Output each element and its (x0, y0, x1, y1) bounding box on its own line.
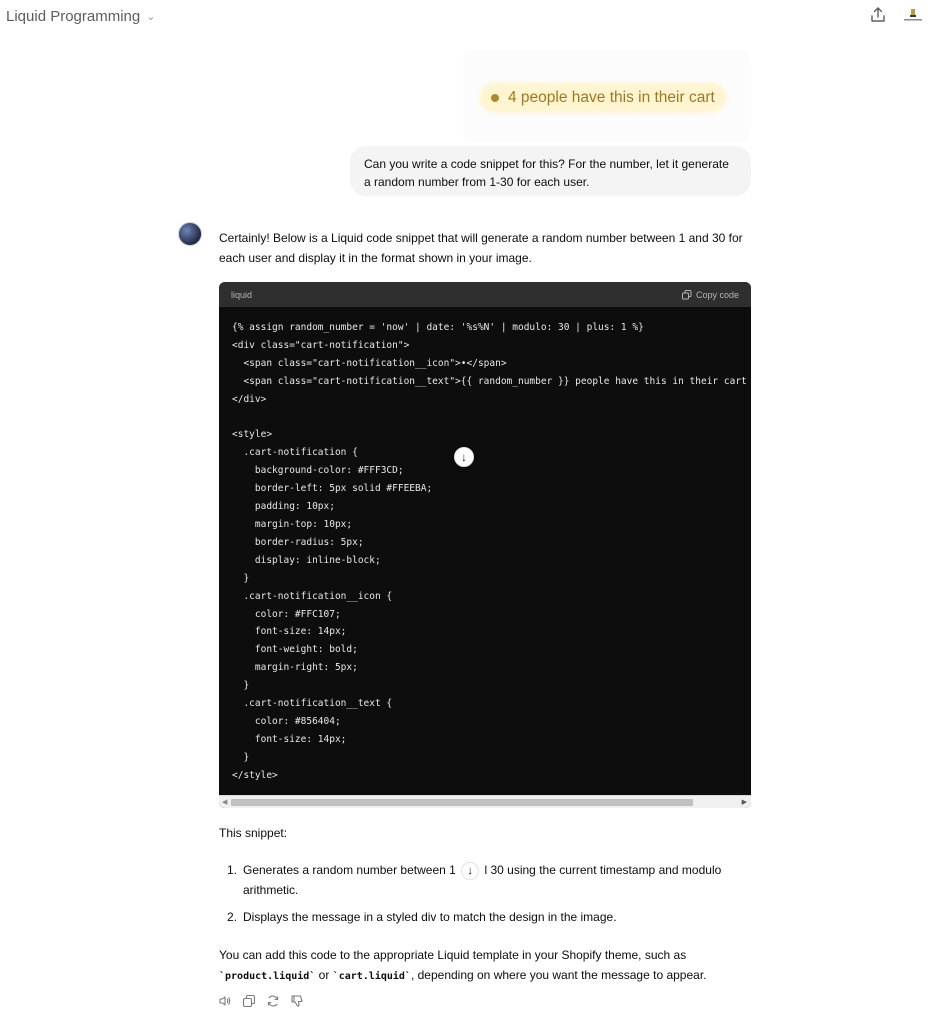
user-message: Can you write a code snippet for this? For the number, let it generate a random number from 1-30 for each user. (350, 146, 751, 196)
user-avatar-icon[interactable] (902, 7, 924, 23)
chevron-down-icon: ⌄ (146, 11, 156, 23)
code-line: <div class="cart-notification"> (232, 339, 410, 351)
list-item-text-part: l 30 using the current timestamp and modulo arithmetic. (243, 863, 722, 897)
code-line: <span class="cart-notification__text">{{ random_number }} people have this in their cart (232, 375, 747, 387)
code-line: .cart-notification__icon { (232, 590, 393, 602)
scroll-down-button[interactable] (454, 447, 474, 467)
scroll-right-arrow-icon[interactable]: ▶ (741, 799, 747, 806)
code-line: font-size: 14px; (232, 733, 347, 745)
cart-notification-text: 4 people have this in their cart (508, 88, 715, 106)
copy-icon (682, 290, 692, 300)
code-line: <span class="cart-notification__icon">•</span> (232, 357, 507, 369)
inline-code: `product.liquid` (219, 971, 316, 982)
code-block (219, 282, 751, 808)
code-line: display: inline-block; (232, 554, 381, 566)
list-item-text (243, 860, 737, 900)
scrollbar-thumb[interactable] (231, 799, 693, 806)
code-line: </style> (232, 769, 278, 781)
snippet-label: This snippet: (219, 826, 288, 840)
code-line: } (232, 680, 250, 692)
outro-text-part: or (315, 968, 333, 982)
code-line: <style> (232, 429, 273, 441)
top-bar (0, 0, 938, 34)
code-line: .cart-notification__text { (232, 698, 393, 710)
code-line (232, 409, 751, 427)
conversation-title[interactable] (6, 8, 155, 25)
thumbs-down-icon[interactable] (290, 994, 304, 1008)
code-line: {% assign random_number = 'now' | date: '%s%N' | modulo: 30 | plus: 1 %} (232, 322, 644, 333)
code-line: font-weight: bold; (232, 644, 358, 656)
regenerate-icon[interactable] (266, 994, 280, 1008)
code-line: background-color: #FFF3CD; (232, 465, 404, 477)
code-line: </div> (232, 393, 267, 405)
outro-text-part: , depending on where you want the message to appear. (410, 968, 707, 982)
code-line: .cart-notification { (232, 447, 358, 459)
code-line: border-radius: 5px; (232, 536, 364, 548)
code-line: padding: 10px; (232, 501, 335, 513)
horizontal-scrollbar[interactable] (219, 795, 751, 808)
arrow-down-icon[interactable]: ↓ (461, 862, 479, 880)
list-item (227, 860, 737, 900)
code-line: color: #856404; (232, 715, 341, 727)
code-line: font-size: 14px; (232, 626, 347, 638)
inline-code: `cart.liquid` (332, 971, 411, 982)
copy-code-label: Copy code (695, 289, 739, 300)
code-block-header (219, 282, 751, 307)
code-line: } (232, 572, 250, 584)
share-icon[interactable] (869, 6, 887, 24)
assistant-outro-text (219, 945, 749, 987)
list-item-text: Displays the message in a styled div to match the design in the image. (243, 910, 617, 924)
code-line: } (232, 751, 250, 763)
list-item (227, 907, 737, 927)
code-line: margin-top: 10px; (232, 518, 353, 530)
outro-text-part: You can add this code to the appropriate Liquid template in your Shopify theme, such as (219, 948, 687, 962)
bullet-icon (491, 94, 499, 102)
code-language-label: liquid (231, 289, 253, 300)
list-item-text-part: Generates a random number between 1 (243, 863, 456, 877)
list-number: 1. (227, 863, 238, 877)
conversation-title-text: Liquid Programming (6, 8, 141, 25)
code-line: color: #FFC107; (232, 608, 341, 620)
arrow-down-icon: ↓ (461, 450, 467, 464)
scroll-left-arrow-icon[interactable]: ◀ (222, 799, 228, 806)
code-content[interactable] (219, 307, 751, 795)
copy-icon[interactable] (242, 994, 256, 1008)
speaker-icon[interactable] (218, 994, 232, 1008)
copy-code-button[interactable] (682, 290, 739, 300)
attached-image[interactable] (463, 50, 751, 142)
message-actions (218, 994, 304, 1008)
assistant-avatar-icon (178, 222, 202, 246)
list-number: 2. (227, 910, 238, 924)
code-line: border-left: 5px solid #FFEEBA; (232, 483, 433, 495)
cart-notification-badge (481, 84, 725, 111)
explanation-list (227, 860, 737, 934)
code-line: margin-right: 5px; (232, 662, 358, 674)
assistant-intro-text: Certainly! Below is a Liquid code snippet that will generate a random number between 1 and 30 for each user and display it in the format shown in your image. (219, 231, 743, 265)
